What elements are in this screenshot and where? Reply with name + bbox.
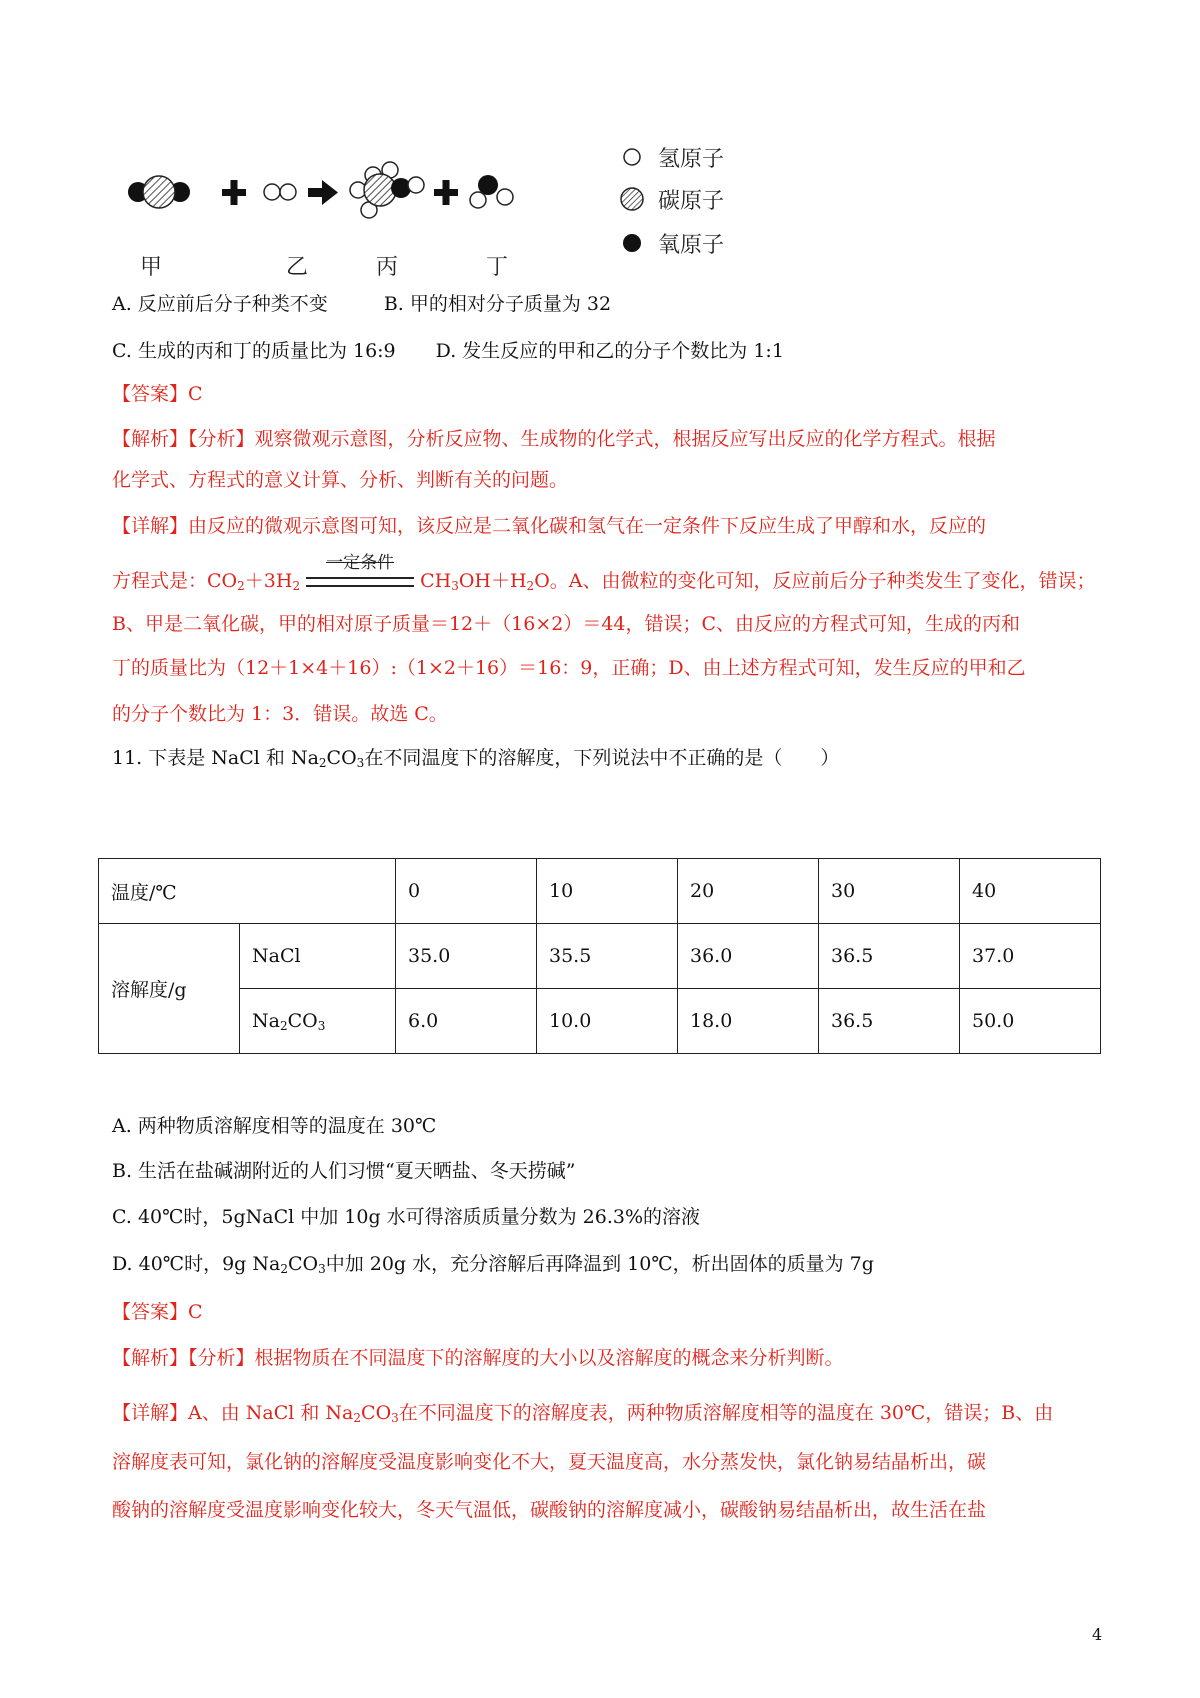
q11-detail-3: 酸钠的溶解度受温度影响变化较大，冬天气温低，碳酸钠的溶解度减小，碳酸钠易结晶析出，故生活在盐 [112, 1499, 987, 1521]
q11-stem: 11. 下表是 NaCl 和 $Na_2CO_3$在不同温度下的溶解度，下列说法中不正确的是（ ） [112, 747, 840, 770]
table-cell: 36.5 [819, 924, 960, 989]
legend-carbon: 碳原子 [620, 182, 724, 216]
q11-answer: 【答案】C [112, 1301, 203, 1323]
q10-option-d: D. 发生反应的甲和乙的分子个数比为 1:1 [435, 340, 784, 362]
carbon-atom-icon [620, 187, 644, 211]
table-cell: 50.0 [960, 989, 1101, 1054]
table-cell: 18.0 [678, 989, 819, 1054]
q10-options-row2 [112, 337, 1102, 365]
q11-option-c: C. 40℃时，5gNaCl 中加 10g 水可得溶质质量分数为 26.3%的溶液 [112, 1206, 701, 1228]
q11-detail-1: 【详解】A、由 NaCl 和 $Na_2CO_3$在不同温度下的溶解度表，两种物质溶解度相等的温度在 30℃，错误；B、由 [112, 1402, 1054, 1425]
q10-detail-5: 的分子个数比为 1：3．错误。故选 C。 [112, 703, 448, 725]
temp-header: 温度/℃ [99, 859, 396, 924]
legend-hydrogen: 氢原子 [620, 140, 724, 174]
q10-option-a: A. 反应前后分子种类不变 [112, 293, 328, 315]
diagram-legend [620, 140, 820, 280]
plus-icon [434, 180, 458, 205]
table-cell: 10.0 [537, 989, 678, 1054]
plus-icon [222, 180, 246, 205]
table-cell: 36.0 [678, 924, 819, 989]
q11-option-a: A. 两种物质溶解度相等的温度在 30℃ [112, 1115, 437, 1137]
na2co3-label: $Na_2CO_3$ [240, 989, 396, 1054]
table-row [99, 859, 1101, 924]
table-cell: 40 [960, 859, 1101, 924]
q10-analysis: 【解析】【分析】观察微观示意图，分析反应物、生成物的化学式，根据反应写出反应的化学方程式。根据 [112, 428, 996, 450]
q10-detail-2: 方程式是：$CO_2+3H_2$ 一定条件 $CH_3OH+H_2O$。A、由微粒的变化可知，反应前后分子种类发生了变化，错误； [112, 553, 1096, 593]
q10-detail-1: 【详解】由反应的微观示意图可知，该反应是二氧化碳和氢气在一定条件下反应生成了甲醇和水，反应的 [112, 515, 987, 537]
molecule-ding [470, 175, 513, 208]
q11-detail-2: 溶解度表可知，氯化钠的溶解度受温度影响变化不大，夏天温度高，水分蒸发快，氯化钠易结晶析出，碳 [112, 1451, 987, 1473]
q10-detail-3: B、甲是二氧化碳，甲的相对原子质量＝12＋（16×2）＝44，错误；C、由反应的方程式可知，生成的丙和 [112, 613, 1021, 635]
table-cell: 36.5 [819, 989, 960, 1054]
molecule-bing [350, 162, 424, 218]
q10-analysis-cont: 化学式、方程式的意义计算、分析、判断有关的问题。 [112, 469, 569, 491]
oxygen-atom-icon [620, 231, 644, 255]
q10-options-row1 [112, 290, 1102, 318]
molecule-yi [264, 184, 296, 200]
q11-option-b: B. 生活在盐碱湖附近的人们习惯“夏天晒盐、冬天捞碱” [112, 1160, 576, 1182]
table-cell: 6.0 [396, 989, 537, 1054]
legend-oxygen: 氧原子 [620, 226, 724, 260]
table-cell: 0 [396, 859, 537, 924]
table-cell: 37.0 [960, 924, 1101, 989]
q11-option-d: D. 40℃时，9g $Na_2CO_3$中加 20g 水，充分溶解后再降温到 10℃，析出固体的质量为 7g [112, 1253, 874, 1276]
solubility-header: 溶解度/g [99, 924, 240, 1054]
q10-option-c: C. 生成的丙和丁的质量比为 16:9 [112, 340, 396, 362]
table-cell: 10 [537, 859, 678, 924]
table-row [99, 924, 1101, 989]
reaction-condition: 一定条件 [300, 567, 420, 595]
label-jia: 甲 [140, 255, 163, 280]
page-number: 4 [1092, 1625, 1103, 1644]
table-cell: 35.0 [396, 924, 537, 989]
arrow-right-icon [308, 180, 338, 205]
table-cell: 20 [678, 859, 819, 924]
q10-detail-4: 丁的质量比为（12＋1×4＋16）:（1×2＋16）＝16：9，正确；D、由上述方程式可知，发生反应的甲和乙 [112, 657, 1026, 679]
q10-answer: 【答案】C [112, 383, 203, 405]
table-row [99, 989, 1101, 1054]
hydrogen-atom-icon [620, 145, 644, 169]
label-yi: 乙 [286, 255, 309, 280]
table-cell: 35.5 [537, 924, 678, 989]
label-ding: 丁 [486, 255, 509, 280]
q10-option-b: B. 甲的相对分子质量为 32 [383, 293, 612, 315]
nacl-label: NaCl [240, 924, 396, 989]
label-bing: 丙 [376, 255, 399, 280]
table-cell: 30 [819, 859, 960, 924]
q11-analysis: 【解析】【分析】根据物质在不同温度下的溶解度的大小以及溶解度的概念来分析判断。 [112, 1347, 844, 1369]
solubility-table [98, 858, 1101, 1054]
molecule-jia [128, 176, 190, 208]
